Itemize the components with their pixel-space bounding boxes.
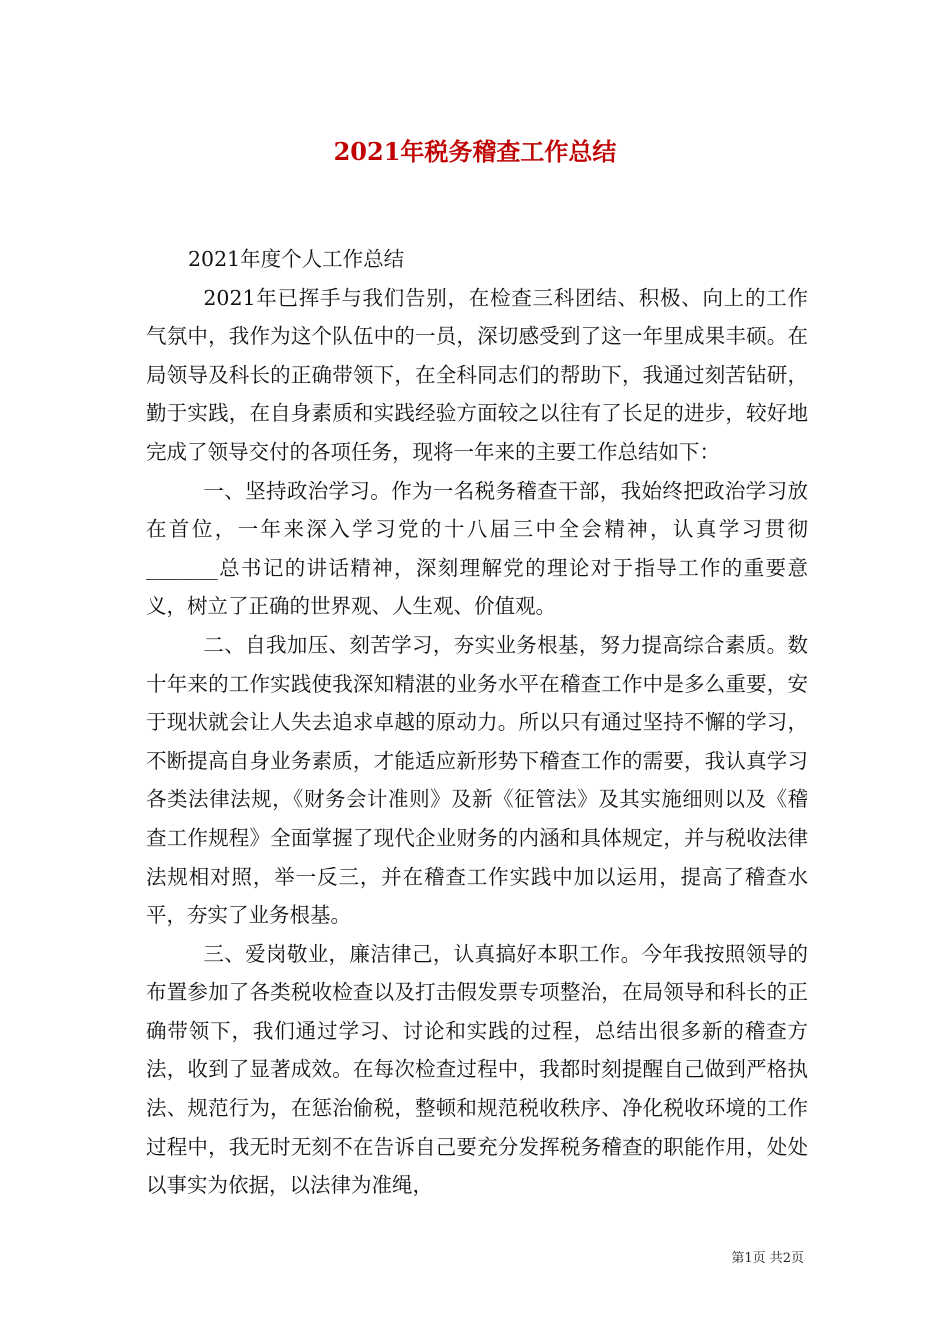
paragraph-political-study: 一、坚持政治学习。作为一名税务稽查干部，我始终把政治学习放在首位，一年来深入学习党的十八届三中全会精神，认真学习贯彻_______总书记的讲话精神，深刻理解党的理论对于指导工作的重要意义，树立了正确的世界观、人生观、价值观。 [146, 478, 808, 619]
paragraph-intro: 2021年已挥手与我们告别，在检查三科团结、积极、向上的工作气氛中，我作为这个队伍中的一员，深切感受到了这一年里成果丰硕。在局领导及科长的正确带领下，在全科同志们的帮助下，我通过刻苦钻研，勤于实践，在自身素质和实践经验方面较之以往有了长足的进步，较好地完成了领导交付的各项任务，现将一年来的主要工作总结如下： [146, 285, 808, 464]
document-title: 2021年税务稽查工作总结 [333, 137, 617, 166]
document-body [146, 240, 808, 1205]
page-number: 第1页 共2页 [731, 1251, 804, 1266]
paragraph-professional-study: 二、自我加压、刻苦学习，夯实业务根基，努力提高综合素质。数十年来的工作实践使我深知精湛的业务水平在稽查工作中是多么重要，安于现状就会让人失去追求卓越的原动力。所以只有通过坚持不懈的学习，不断提高自身业务素质，才能适应新形势下稽查工作的需要，我认真学习各类法律法规，《财务会计准则》及新《征管法》及其实施细则以及《稽查工作规程》全面掌握了现代企业财务的内涵和具体规定，并与税收法律法规相对照，举一反三，并在稽查工作实践中加以运用，提高了稽查水平，夯实了业务根基。 [146, 632, 808, 928]
paragraph-dedication: 三、爱岗敬业，廉洁律己，认真搞好本职工作。今年我按照领导的布置参加了各类税收检查以及打击假发票专项整治，在局领导和科长的正确带领下，我们通过学习、讨论和实践的过程，总结出很多新的稽查方法，收到了显著成效。在每次检查过程中，我都时刻提醒自己做到严格执法、规范行为，在惩治偷税，整顿和规范税收秩序、净化税收环境的工作过程中，我无时无刻不在告诉自己要充分发挥税务稽查的职能作用，处处以事实为依据，以法律为准绳， [146, 941, 808, 1198]
document-subtitle: 2021年度个人工作总结 [188, 247, 405, 271]
